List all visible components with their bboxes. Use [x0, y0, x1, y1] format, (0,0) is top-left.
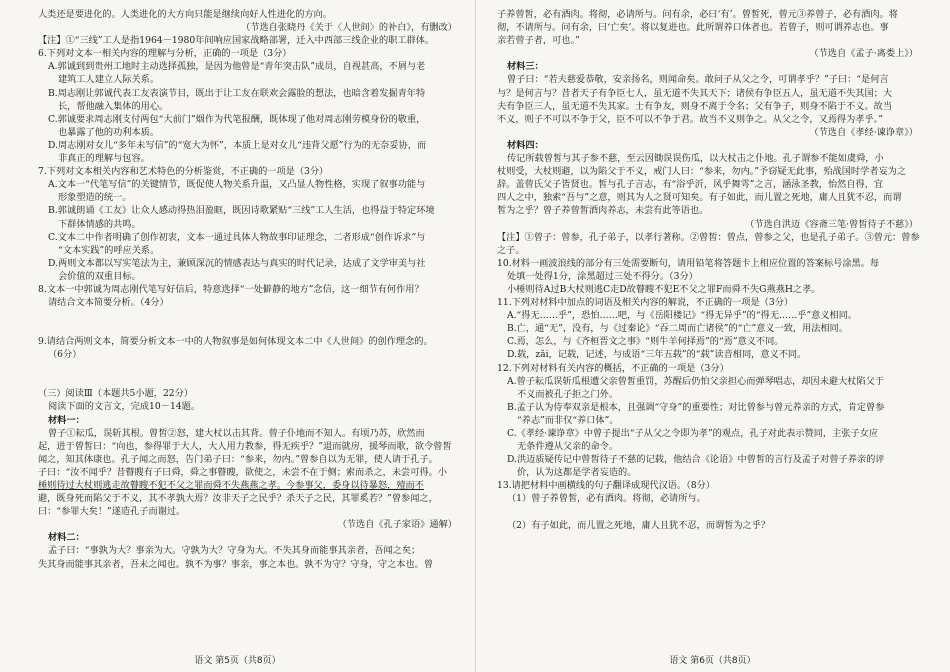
- text-line: 小棰则待A过B大杖则逃C走D故瞽瞍不犯E不父之罪F而舜不失G燕燕H之孝。: [507, 283, 821, 295]
- text-line: B.亡，通“无”，没有，与《过秦论》“吞二周而亡诸侯”的“亡”意义一致，用法相同。: [507, 323, 849, 335]
- text-line: 6.下列对文本一相关内容的理解与分析，正确的一项是（3分）: [38, 48, 292, 60]
- text-line: 起，进于曾皙曰：“向也，参得罪于大人，大人用力教参，得无疾乎？”退而就房，援琴而歌，欲令曾皙: [38, 440, 452, 452]
- text-line: 之子。: [497, 244, 525, 256]
- text-line: D.两则文本都以写实笔法为主，兼顾深沉的情感表达与真实的时代记录，达成了文学审美与社: [48, 257, 426, 269]
- text-line: 非真正的理解与包容。: [58, 153, 150, 165]
- text-line: 皙为之乎？曾子养曾皙酒肉养志，未尝有此等语也。: [497, 205, 709, 217]
- text-line: 材料一：: [48, 414, 85, 426]
- text-line: 不义而被孔子拒之门外。: [517, 388, 619, 400]
- text-line: B.周志刚让郭诚代表工友表演节目，既出于让工友在联欢会露脸的想法，也暗含着发掘青年特: [48, 87, 426, 99]
- text-line: 彻，不请所与。问有余，曰‘亡矣’。将以复进也。此所谓养口体者也。若曾子，则可谓养志也。事: [497, 22, 889, 34]
- text-line: 辞。盖曾氏父子皆贤也。皙与孔子言志，有“浴乎沂，风乎舞雩”之言，涵泳圣教，怡然自得，宜: [497, 179, 884, 191]
- text-line: 8.文本一中郭诚为周志刚代笔写好信后，特意选择“一处僻静的地方”念信，这一细节有何作用？: [38, 283, 424, 295]
- text-line: B.郭诚朗诵《工友》让众人感动得热泪盈眶，既因诗歌紧贴“三线”工人生活，也得益于特定环境: [48, 205, 435, 217]
- text-line: 形象塑造的统一。: [58, 192, 132, 204]
- text-line: 阅读下面的文言文，完成10－14题。: [48, 401, 201, 413]
- text-line: 会价值的双重目标。: [58, 270, 141, 282]
- text-line: D.洪迈质疑传记中曾皙待子不慈的记载，他结合《论语》中曾皙的言行及孟子对曾子养亲的评: [507, 454, 885, 466]
- text-line: 请结合文本简要分析。（4分）: [48, 297, 169, 309]
- text-line: 13.请把材料中画横线的句子翻译成现代汉语。（8分）: [497, 480, 715, 492]
- page-footer-left: 语文 第5页（共8页）: [194, 656, 281, 666]
- text-line: 夫有争臣三人，虽无道不失其家。士有争友，则身不离于令名；父有争子，则身不陷于不义。故当: [497, 100, 893, 112]
- text-line: 四人之中，独索“吾与”之意，则其为人之贤可知矣。有子如此，而儿置之死地，庸人且犹不忍，而谓: [497, 192, 902, 204]
- text-line: 11.下列对材料中加点的词语及相关内容的解说，不正确的一项是（3分）: [497, 297, 794, 309]
- text-line: 材料四：: [507, 139, 544, 151]
- text-line: “养志”而非仅“养口体”。: [517, 414, 619, 426]
- text-line: （节选自《孝经·谏诤章》）: [809, 126, 918, 138]
- right-page: [475, 0, 950, 672]
- answer-space: [38, 322, 461, 335]
- text-line: （6分）: [48, 349, 82, 361]
- text-line: 处填一处得1分，涂黑超过三处不得分。（3分）: [507, 270, 698, 282]
- text-line: （2）有子如此，而儿置之死地，庸人且犹不忍，而谓皙为之乎？: [507, 519, 771, 531]
- page-footer-right: 语文 第6页（共8页）: [669, 656, 756, 666]
- text-line: 人类还是要进化的。人类进化的大方向只能是继续向好人性进化的方向。: [38, 9, 332, 20]
- text-line: A.曾子耘瓜误斩瓜根遭父亲曾皙重罚，苏醒后仍怕父亲担心而弹琴唱志，却因未避大杖陷父于: [507, 375, 885, 387]
- text-line: A.“得无……乎”，恐怕……吧，与《岳阳楼记》“得无异乎”的“得无……乎”意义相同。: [507, 310, 858, 322]
- text-line: 无条件遵从父亲的命令。: [517, 441, 619, 453]
- text-line: C.文本二中作者明确了创作初衷，文本一通过具体人物故事印证理念，二者形成“创作诉求”与: [48, 231, 426, 243]
- text-line: 传记所载曾皙与其子参不慈，至云因锄误误伤瓜，以大杖击之仆地。孔子谓参不能如虞舜，小: [507, 153, 884, 165]
- text-line: A.郭诚到到贵州工地时主动选择孤独，是因为他曾是“青年突击队”成员，自视甚高，不屑与老: [48, 61, 426, 73]
- text-line: 子曰：“汝不闻乎？昔瞽瞍有子曰舜，舜之事瞽瞍，欲使之，未尝不在于侧；索而杀之，未尝可得。小: [38, 466, 447, 478]
- text-line: 亲若曾子者，可也。”: [497, 35, 580, 47]
- text-line: 【注】①“三线”工人是指1964－1980年间响应国家战略部署，迁入中西部三线企业的职工群体。: [38, 35, 435, 47]
- text-line: 长，帮他融入集体的用心。: [58, 100, 169, 112]
- text-line: D.周志刚对女儿“多年未写信”的“宽大为怀”，本质上是对女儿“违背父愿”行为的无奈妥协，而: [48, 139, 427, 151]
- text-line: A.文本一“代笔写信”的关键情节，既促使人物关系升温，又凸显人物性格，实现了叙事功能与: [48, 179, 426, 191]
- answer-space: [38, 309, 461, 322]
- text-line: （节选自《孟子·离娄上》）: [809, 48, 918, 60]
- text-line: C.焉，怎么，与《齐桓晋文之事》“则牛羊何择焉”的“焉”意义不同。: [507, 336, 784, 348]
- answer-space: [497, 506, 922, 519]
- text-line: 7.下列对文本相关内容和艺术特色的分析鉴赏，不正确的一项是（3分）: [38, 166, 329, 178]
- text-line: （节选自《孔子家语》通解）: [337, 519, 457, 531]
- text-line: （三）阅读Ⅲ（本题共5小题，22分）: [38, 388, 194, 400]
- text-line: 建筑工人建立人际关系。: [58, 74, 160, 86]
- text-line: 孟子曰：“事孰为大？事亲为大。守孰为大？守身为大。不失其身而能事其亲者，吾闻之矣；: [48, 545, 421, 557]
- text-line: 【注】①曾子：曾参，孔子弟子，以孝行著称。②曾皙：曾点，曾参之父，也是孔子弟子。③曾元：曾参: [497, 231, 920, 243]
- text-line: 曾子①耘瓜，误斩其根。曾皙②怒，建大杖以击其背。曾子仆地而不知人。有顷乃苏，欣然而: [48, 427, 425, 439]
- text-line: 材料三：: [507, 61, 544, 73]
- text-line: （节选自洪迈《容斋三笔·曾皙待子不慈》）: [745, 218, 918, 230]
- text-line: 杖则受，大杖则避，以为陷父于不义，戒门人曰：“参来，勿内。”予窃疑无此事，殆战国时学者妄为之: [497, 166, 907, 178]
- answer-space: [38, 361, 461, 374]
- text-line: C.郭诚要求周志刚支付两包“大前门”烟作为代笔报酬，既体现了他对周志刚劳模身份的敬重，: [48, 113, 426, 125]
- text-line: （节选自张晓丹《关于〈人世间〉的补白》，有删改）: [241, 22, 457, 34]
- text-line: D.载，zǎi，记载，记述，与成语“三年五载”的“载”读音相同，意义不同。: [507, 349, 807, 361]
- text-line: 子养曾皙，必有酒肉。将彻，必请所与。问有余，必曰‘有’。曾皙死，曾元③养曾子，必有酒肉。将: [497, 9, 898, 20]
- text-line: 失其身而能事其亲者，吾未之闻也。孰不为事？事亲，事之本也。孰不为守？守身，守之本也。曾: [38, 558, 434, 570]
- text-line: 下群体情感的共鸣。: [58, 218, 141, 230]
- text-line: 价，认为这都是学者妄造的。: [517, 467, 637, 479]
- text-line: 也暴露了他的功利本质。: [58, 126, 160, 138]
- text-line: C.《孝经·谏诤章》中曾子提出“子从父之令即为孝”的观点，孔子对此表示赞同，主张子女应: [507, 428, 879, 439]
- text-line: 棰则待过大杖则逃走故瞽瞍不犯不父之罪而舜不失燕燕之孝。今参事父，委身以待暴怒，殪而不: [38, 480, 424, 491]
- text-line: 9.请结合两则文本，简要分析文本一中的人物叙事是如何体现文本二中《人世间》的创作理念的。: [38, 336, 433, 348]
- text-line: 闻之，知其体康也。孔子闻之而怒，告门弟子曰：“参来，勿内。”曾参自以为无罪，使人请于孔子。: [38, 453, 438, 465]
- text-line: 曾子曰：“若夫慈爱恭敬，安亲扬名，则闻命矣。敢问子从父之令，可谓孝乎？”子曰：“是何言: [507, 74, 889, 86]
- text-line: 材料二：: [48, 532, 85, 544]
- text-line: 曰：“参罪大矣！”遂造孔子而谢过。: [38, 506, 186, 518]
- text-line: 与？是何言与？昔者天子有争臣七人，虽无道不失其天下；诸侯有争臣五人，虽无道不失其国；大: [497, 87, 893, 99]
- text-line: B.孟子认为侍奉双亲是根本，且强调“守身”的重要性；对比曾参与曾元养亲的方式，肯定曾参: [507, 401, 885, 413]
- text-line: “文本实践”的呼应关系。: [58, 244, 160, 256]
- text-line: 12.下列对材料有关内容的概括，不正确的一项是（3分）: [497, 362, 729, 374]
- answer-space: [38, 374, 461, 387]
- text-line: 不义，则子不可以不争于父，臣不可以不争于君。故当不义则争之。从父之令，又焉得为孝乎。”: [497, 113, 883, 125]
- text-line: （1）曾子养曾皙，必有酒肉。将彻，必请所与。: [507, 493, 706, 505]
- text-line: 避，既身死而陷父于不义，其不孝孰大焉？汝非天子之民乎？杀天子之民，其罪奚若？”曾参闻之，: [38, 493, 438, 505]
- text-line: 10.材料一画波浪线的部分有三处需要断句，请用铅笔将答题卡上相应位置的答案标号涂黑。每: [497, 257, 880, 269]
